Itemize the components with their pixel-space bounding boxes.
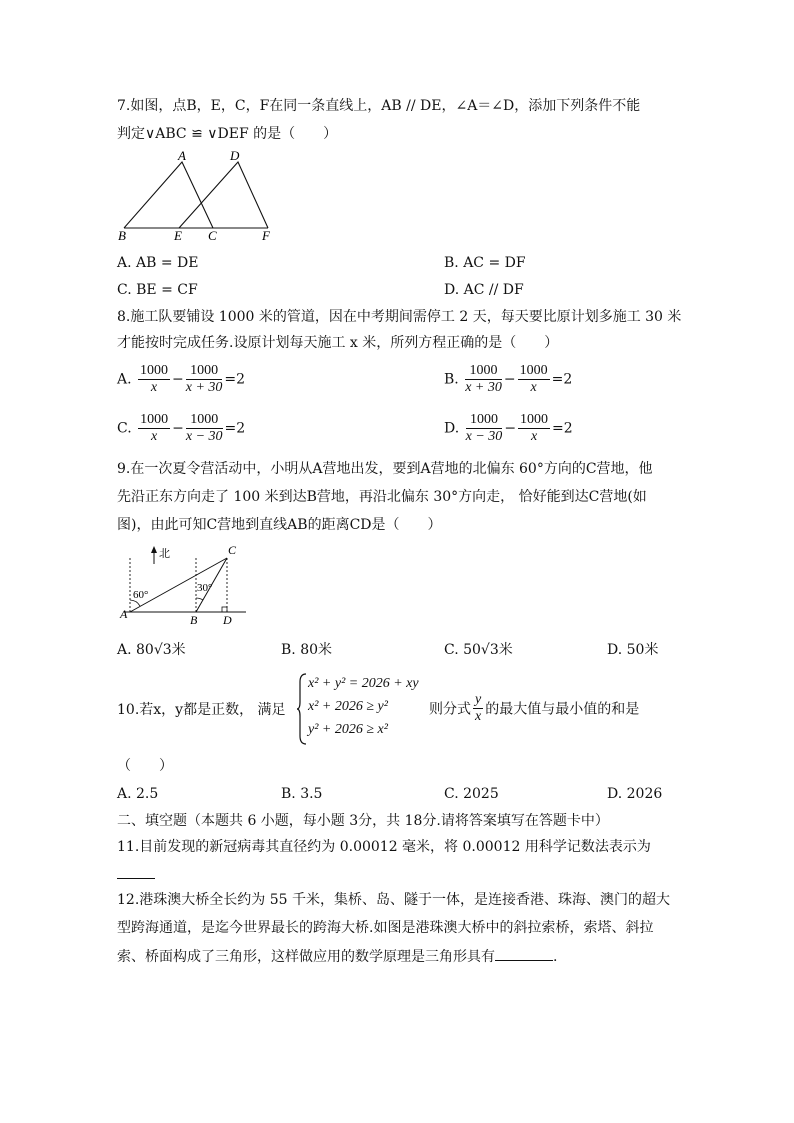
q8-c-num1: 1000 bbox=[140, 412, 169, 427]
q8-option-c-prefix: C. bbox=[117, 420, 132, 437]
triangle-def bbox=[179, 162, 268, 228]
q8-d-den2: x bbox=[530, 429, 538, 444]
q12-end-period: . bbox=[553, 949, 558, 965]
label-a: A bbox=[120, 607, 128, 621]
label-c: C bbox=[228, 543, 237, 557]
label-d: D bbox=[230, 148, 240, 163]
triangle-abc bbox=[124, 162, 213, 228]
q12-stem-line3 bbox=[117, 946, 557, 967]
angle-60-label: 60° bbox=[133, 589, 149, 601]
right-angle-mark bbox=[222, 607, 227, 612]
q8-option-d[interactable]: D. $\frac{1000}{x - 30}$ − $\frac{1000}{x}$ =2 bbox=[444, 412, 573, 444]
q8-option-c[interactable]: C. $\frac{1000}{x}$ − $\frac{1000}{x - 30}$ =2 bbox=[117, 412, 246, 444]
q7-stem-line1: 7.如图，点B，E，C，F在同一条直线上，AB // DE，∠A＝∠D，添加下列条件不能 bbox=[117, 98, 641, 114]
q12-stem-line1: 12.港珠澳大桥全长约为 55 千米，集桥、岛、隧于一体，是连接香港、珠海、澳门的超大 bbox=[117, 892, 670, 908]
q8-c-den1: x bbox=[151, 429, 158, 444]
q8-stem-line2: 才能按时完成任务.设原计划每天施工 x 米，所列方程正确的是（ ） bbox=[117, 335, 559, 351]
q10-option-a[interactable]: A. 2.5 bbox=[117, 786, 159, 802]
q10-tail bbox=[429, 692, 639, 725]
q10-suffix-after: 的最大值与最小值的和是 bbox=[485, 701, 640, 718]
q9-stem-line2: 先沿正东方向走了 100 米到达B营地，再沿北偏东 30°方向走， 恰好能到达C营地(如 bbox=[117, 489, 647, 505]
angle-arc-30 bbox=[196, 598, 203, 600]
q11-stem-line1: 11.目前发现的新冠病毒其直径约为 0.00012 毫米，将 0.00012 用科学记数法表示为 bbox=[117, 839, 651, 855]
q8-d-num2: 1000 bbox=[520, 412, 549, 427]
q10-eq3: y² + 2026 ≥ x² bbox=[308, 722, 388, 737]
q9-stem-line3: 图)，由此可知C营地到直线AB的距离CD是（ ） bbox=[117, 517, 442, 533]
q8-c-den2: x − 30 bbox=[185, 429, 223, 444]
q7-option-b[interactable]: B. AC = DF bbox=[444, 255, 526, 271]
q10-eq2: x² + 2026 ≥ y² bbox=[308, 699, 388, 714]
label-c: C bbox=[208, 228, 217, 242]
q8-a-num1: 1000 bbox=[140, 363, 169, 378]
q8-c-rhs: =2 bbox=[224, 420, 246, 437]
q10-prefix: 10.若x，y都是正数， 满足 bbox=[117, 702, 286, 718]
q8-c-num2: 1000 bbox=[186, 412, 223, 429]
q12-stem-line3-text: 索、桥面构成了三角形，这样做应用的数学原理是三角形具有 bbox=[117, 949, 495, 965]
q8-option-b-prefix: B. bbox=[444, 371, 459, 388]
q12-stem-line2: 型跨海通道，是迄今世界最长的跨海大桥.如图是港珠澳大桥中的斜拉索桥，索塔、斜拉 bbox=[117, 920, 654, 936]
q10-option-c[interactable]: C. 2025 bbox=[444, 786, 499, 802]
q10-frac-num: y bbox=[475, 692, 482, 707]
section-heading: 二、填空题（本题共 6 小题，每小题 3分，共 18分.请将答案填写在答题卡中） bbox=[117, 813, 609, 829]
q10-option-b[interactable]: B. 3.5 bbox=[281, 786, 323, 802]
q9-option-b[interactable]: B. 80米 bbox=[281, 642, 333, 658]
q7-stem-line2: 判定∨ABC ≌ ∨DEF 的是（ ） bbox=[117, 126, 338, 142]
label-f: F bbox=[262, 228, 270, 242]
north-arrow-icon bbox=[151, 546, 157, 553]
q8-d-num1: 1000 bbox=[466, 412, 503, 429]
q10-paren: （ ） bbox=[117, 758, 173, 774]
q9-option-c[interactable]: C. 50√3米 bbox=[444, 642, 513, 658]
label-e: E bbox=[174, 228, 182, 242]
label-b: B bbox=[190, 613, 198, 627]
q10-suffix-before: 则分式 bbox=[429, 701, 471, 718]
q10-eq1: x² + y² = 2026 + xy bbox=[308, 676, 419, 691]
q10-frac-den: x bbox=[475, 709, 482, 724]
q9-option-d[interactable]: D. 50米 bbox=[607, 642, 659, 658]
q8-a-den1: x bbox=[150, 380, 158, 395]
north-label: 北 bbox=[159, 548, 170, 560]
q8-stem-line1: 8.施工队要铺设 1000 米的管道，因在中考期间需停工 2 天，每天要比原计划多施工 30 米 bbox=[117, 309, 682, 325]
segment-ac bbox=[130, 558, 227, 612]
label-b: B bbox=[118, 228, 126, 242]
q12-answer-blank[interactable] bbox=[495, 946, 553, 961]
label-a: A bbox=[178, 148, 186, 163]
q9-bearing-figure bbox=[116, 540, 256, 628]
q7-option-a[interactable]: A. AB = DE bbox=[117, 255, 199, 271]
q7-option-c[interactable]: C. BE = CF bbox=[117, 282, 198, 298]
q11-answer-blank[interactable] bbox=[117, 866, 155, 879]
q8-a-den2: x + 30 bbox=[185, 380, 223, 395]
q8-a-rhs: =2 bbox=[224, 371, 246, 388]
q8-option-a[interactable]: A. $\frac{1000}{x}$ − $\frac{1000}{x + 30}$ =2 bbox=[117, 363, 246, 395]
q8-option-d-prefix: D. bbox=[444, 420, 460, 437]
q8-b-num2: 1000 bbox=[519, 363, 548, 378]
system-brace-icon bbox=[296, 672, 308, 746]
q8-d-rhs: =2 bbox=[552, 420, 573, 437]
angle-30-label: 30° bbox=[197, 582, 213, 594]
label-d: D bbox=[223, 613, 232, 627]
q9-stem-line1: 9.在一次夏令营活动中，小明从A营地出发，要到A营地的北偏东 60°方向的C营地，他 bbox=[117, 461, 653, 477]
q8-b-rhs: =2 bbox=[551, 371, 573, 388]
q8-b-den2: x bbox=[530, 380, 537, 395]
q9-option-a[interactable]: A. 80√3米 bbox=[117, 642, 186, 658]
q8-d-den1: x − 30 bbox=[465, 429, 503, 444]
q8-a-num2: 1000 bbox=[186, 363, 223, 380]
q8-option-b[interactable]: B. $\frac{1000}{x + 30}$ − $\frac{1000}{x}$ =2 bbox=[444, 363, 573, 395]
q8-b-den1: x + 30 bbox=[465, 380, 502, 395]
q7-triangles-figure bbox=[112, 148, 282, 242]
q7-option-d[interactable]: D. AC // DF bbox=[444, 282, 524, 298]
q8-option-a-prefix: A. bbox=[117, 371, 132, 388]
q8-b-num1: 1000 bbox=[465, 363, 502, 380]
q10-option-d[interactable]: D. 2026 bbox=[607, 786, 663, 802]
